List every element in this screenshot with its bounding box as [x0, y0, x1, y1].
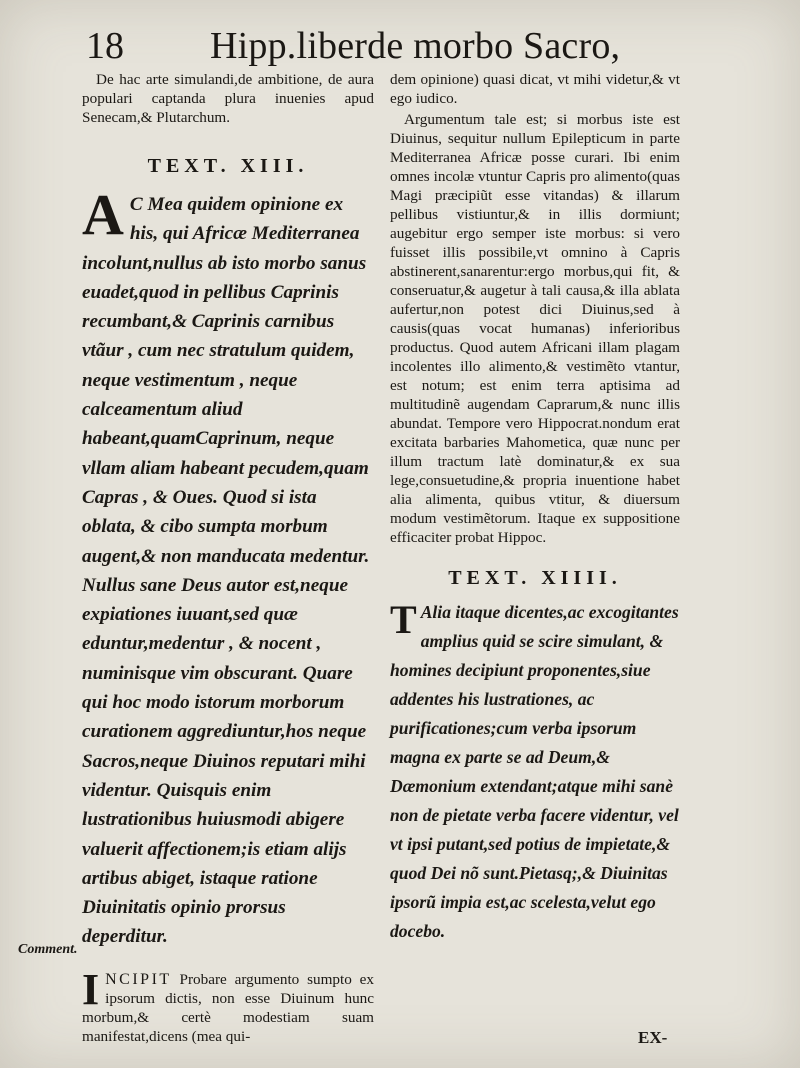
text-xiii-paragraph	[82, 182, 374, 952]
drop-cap: A	[82, 182, 124, 247]
text-xiiii-body: Alia itaque dicentes,ac excogitantes amplius quid se scire simulant, & homines decipiunt proponentes,siue addentes his lustrationes, ac purificationes;cum verba ipsorum magna ex parte se ad Deum,& Dæmonium extendant;atque mihi sanè non de pietate verba facere videntur, vel vt ipsi putant,sed potius de impietate,& quod Dei nõ sunt.Pietasq;,& Diuinitas ipsorũ impia est,ac scelesta,velut ego docebo.	[390, 602, 679, 941]
continued-paragraph: dem opinione) quasi dicat, vt mihi videtur,& vt ego iudico.	[390, 71, 680, 107]
page-number: 18	[86, 25, 124, 67]
comment-text: Probare argumento sumpto ex ipsorum dictis, non esse Diuinum hunc morbum,& certè modestiam suam manifestat,dicens (mea qui-	[82, 970, 375, 1045]
section-heading-xiii: TEXT. XIII.	[147, 155, 309, 177]
drop-cap-t: T	[390, 597, 417, 642]
comment-lead-word: NCIPIT	[105, 970, 172, 988]
text-xiii-body: C Mea quidem opinione ex his, qui Africæ Mediterranea incolunt,nullus ab isto morbo sanus euadet,quod in pellibus Caprinis recumbant,& Caprinis carnibus vtãur , cum nec stratulum quidem, neque vestimentum , neque calceamentum aliud habeant,quamCaprinum, neque vllam aliam habeant pecudem,quam Capras , & Oues. Quod si ista oblata, & cibo sumpta morbum augent,& non manducata medentur. Nullus sane Deus autor est,neque expiationes iuuant,sed quæ eduntur,medentur , & nocent , numinisque vim obscurant. Quare qui hoc modo istorum morborum curationem aggrediuntur,hos neque Sacros,neque Diuinos reputari mihi videntur. Quisquis enim lustrationibus huiusmodi abigere valuerit affectionem;is etiam alijs artibus abiget, istaque ratione Diuinitatis opinio prorsus deperditur.	[82, 194, 370, 948]
comment-paragraph	[82, 964, 375, 1046]
section-heading-xiiii: TEXT. XIIII.	[448, 567, 622, 589]
left-column	[82, 70, 374, 1046]
running-head	[0, 10, 800, 70]
page-title: Hipp.liberde morbo Sacro,	[210, 25, 621, 67]
text-xiiii-paragraph	[390, 598, 680, 946]
catchword: EX-	[638, 1028, 668, 1047]
comment-drop-cap: I	[82, 964, 100, 1014]
intro-paragraph: De hac arte simulandi,de ambitione, de aura populari captanda plura inuenies apud Senecam,& Plutarchum.	[82, 71, 374, 126]
argument-paragraph: Argumentum tale est; si morbus iste est Diuinus, sequitur nullum Epilepticum in parte Mediterranea Africæ posse curari. Ibi enim omnes incolæ vtuntur Capris pro alimento(quas Magi præcipiũt esse vitandas) & illarum pellibus vistiuntur,& in illis dormiunt; augebitur ergo semper iste morbus: si vero fuisset illis possibile,vt omnino à Capris abstinerent,sanarentur:ergo morbus,qui fit, & conseruatur,& augetur à tali causa,& illa ablata aufertur,non potest dici Diuinus,sed à causis(quas vocat humanas) inferioribus productus. Quod autem Africani illam plagam incolentes illo alimento,& vestimẽto vtantur, est notum; est enim terra aptisima ad multitudinẽ augendam Caprarum,& nunc illis abundat. Tempore vero Hippocrat.nondum erat excitata barbaries Mahometica, quæ nunc per illum tractum latè dominatur,& ex sua lege,consuetudine,& propria inuentione habet alia alimenta, quibus vtitur, & diuersum modum vestimẽtorum. Itaque ex suppositione efficaciter probat Hippoc.	[390, 111, 680, 546]
comment-marginal-label: Comment.	[18, 942, 78, 957]
right-column	[390, 70, 680, 946]
